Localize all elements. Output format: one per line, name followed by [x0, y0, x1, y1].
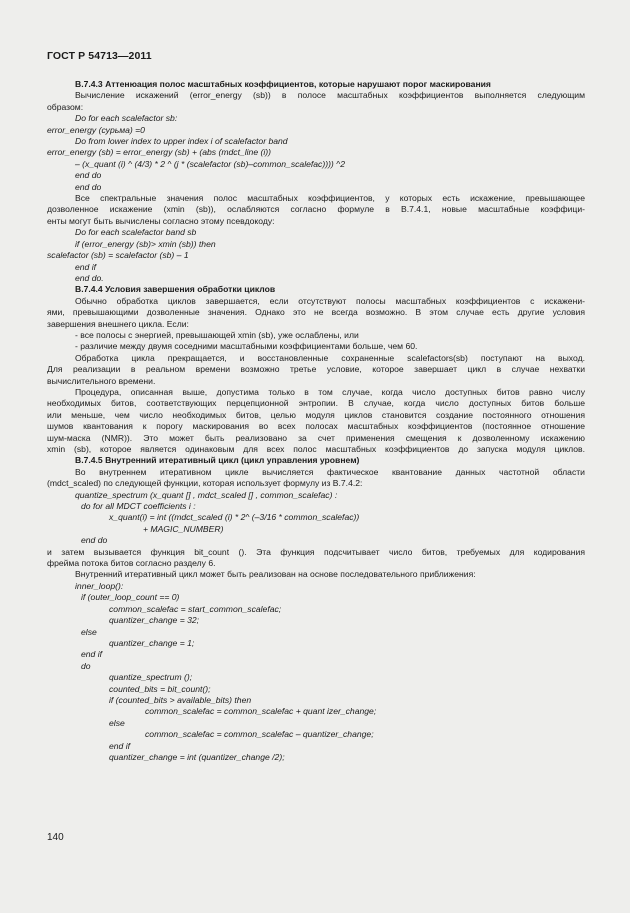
section-heading: B.7.4.4 Условия завершения обработки циклов [75, 284, 276, 295]
code-line: Do for each scalefactor sb: [75, 113, 178, 124]
section-heading: B.7.4.5 Внутренний итеративный цикл (цикл управления уровнем) [75, 455, 360, 466]
code-line: Do from lower index to upper index i of scalefactor band [75, 136, 288, 147]
code-line: end if [75, 261, 97, 272]
code-line: end do [81, 535, 108, 546]
code-line: else [109, 717, 125, 728]
text-line: ями, превышающими дозволенные значения. Однако это не всегда возможно. В этом случае есть другие условия [47, 307, 585, 318]
code-line: error_energy (sb) = error_energy (sb) + (abs (mdct_line (i)) [47, 147, 271, 158]
text-line: Обычно обработка циклов завершается, если отсутствуют полосы масштабных коэффициентов с искажени- [75, 295, 585, 306]
code-line: if (error_energy (sb)> xmin (sb)) then [75, 238, 216, 249]
text-line: Во внутреннем итеративном цикле вычисляется фактическое квантование данных частотной области [75, 466, 585, 477]
text-line: xmin (sb), которое является одинаковым для всех полос масштабных коэффициентов до запуска модуля циклов. [47, 444, 585, 454]
text-line: Все спектральные значения полос масштабных коэффициентов, у которых есть искажение, превышающее [75, 193, 585, 204]
text-line: - различие между двумя соседними масштабными коэффициентами больше, чем 60. [75, 341, 418, 352]
code-line: error_energy (сурьма) =0 [47, 124, 145, 135]
text-line: шумов квантования к порогу маскирования во всех полосах масштабных коэффициентов (постоянное отношение [47, 421, 585, 432]
code-line: counted_bits = bit_count(); [109, 683, 211, 694]
text-line: дозволенное искажение (xmin (sb)), ослабляются согласно формуле в B.7.4.1, новые масштабные коэффици- [47, 204, 585, 215]
text-line: енты могут быть вычислены согласно этому псевдокоду: [47, 215, 275, 226]
text-line: шум-маска (NMR)). Это может быть реализовано за счет применения смещения к дозволенному искажению [47, 432, 585, 443]
code-line: end do [75, 170, 102, 181]
text-line: Вычисление искажений (error_energy (sb)) в полосе масштабных коэффициентов выполняется следующим [75, 90, 585, 101]
code-line: quantizer_change = 1; [109, 637, 195, 648]
text-line: образом: [47, 101, 84, 112]
text-line: Внутренний итеративный цикл может быть реализован на основе последовательного приближения: [75, 569, 476, 580]
text-line: - все полосы с энергией, превышающей xmin (sb), уже ослаблены, или [75, 329, 359, 340]
code-line: do [81, 660, 91, 671]
code-line: else [81, 626, 97, 637]
code-line: if (outer_loop_count == 0) [81, 592, 180, 603]
code-line: common_scalefac = start_common_scalefac; [109, 603, 282, 614]
code-line: quantizer_change = 32; [109, 615, 200, 626]
code-line: if (counted_bits > available_bits) then [109, 694, 252, 705]
text-line: вычислительного времени. [47, 375, 156, 386]
text-line: необходимых битов, соответствующих перцепционной энтропии. В случае, когда число доступных битов больше [47, 398, 585, 409]
code-line: end if [109, 740, 131, 751]
standard-header: ГОСТ Р 54713—2011 [47, 50, 152, 62]
text-line: и затем вызывается функция bit_count (). Эта функция подсчитывает число битов, требуемых для кодирования [47, 546, 585, 557]
page-number: 140 [47, 832, 64, 843]
code-line: Do for each scalefactor band sb [75, 227, 197, 238]
text-line: (mdct_scaled) по следующей функции, которая использует формулу из B.7.4.2: [47, 478, 363, 489]
code-line: + MAGIC_NUMBER) [143, 523, 224, 534]
code-line: do for all MDCT coefficients i : [81, 501, 196, 512]
text-line: фрейма потока битов согласно разделу 6. [47, 558, 216, 569]
code-line: end if [81, 649, 103, 660]
code-line: x_quant(i) = int ((mdct_scaled (i) * 2^ (–3/16 * common_scalefac)) [109, 512, 360, 523]
document-body [47, 79, 585, 763]
code-line: – (x_quant (i) ^ (4/3) * 2 ^ (j * (scalefactor (sb)–common_scalefac)))) ^2 [75, 158, 345, 169]
text-line: Для реализации в реальном времени возможно третье условие, которое завершает цикл в случае нехватки [47, 364, 585, 375]
text-line: Обработка цикла прекращается, и восстановленные сохраненные scalefactors(sb) поступают на выход. [75, 352, 585, 363]
code-line: scalefactor (sb) = scalefactor (sb) – 1 [47, 250, 189, 261]
text-line: завершения внешнего цикла. Если: [47, 318, 189, 329]
section-heading: B.7.4.3 Аттенюация полос масштабных коэффициентов, которые нарушают порог маскирования [75, 79, 491, 89]
code-line: quantize_spectrum (); [109, 672, 193, 683]
code-line: common_scalefac = common_scalefac – quantizer_change; [145, 729, 374, 740]
text-line: или меньше, чем число необходимых битов, целью модуля циклов становится создание постоянного отношения [47, 409, 585, 420]
code-line: inner_loop(): [75, 580, 124, 591]
text-line: Процедура, описанная выше, допустима только в том случае, когда число доступных битов равно числу [75, 386, 585, 397]
code-line: end do [75, 181, 102, 192]
code-line: end do. [75, 272, 104, 283]
code-line: common_scalefac = common_scalefac + quant izer_change; [145, 706, 377, 717]
code-line: quantizer_change = int (quantizer_change /2); [109, 751, 285, 762]
code-line: quantize_spectrum (x_quant [] , mdct_scaled [] , common_scalefac) : [75, 489, 338, 500]
